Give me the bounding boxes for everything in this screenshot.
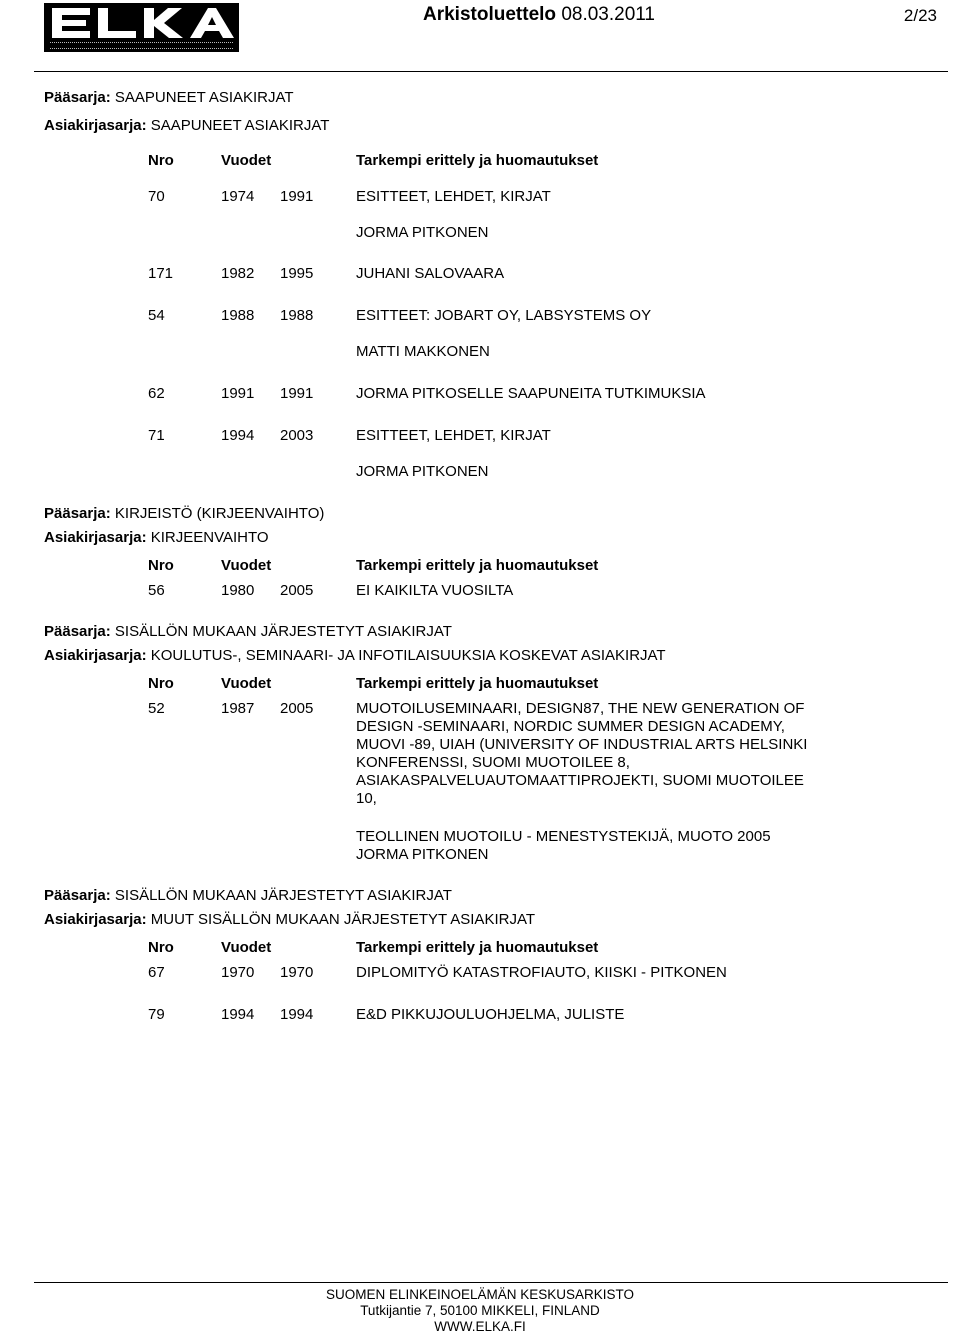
row-note: JORMA PITKONEN (356, 224, 489, 241)
row-nro: 79 (148, 1006, 165, 1023)
row-year-to: 1994 (280, 1006, 314, 1023)
row-year-to: 1991 (280, 385, 314, 402)
row-year-to: 1991 (280, 188, 314, 205)
row-description: ESITTEET: JOBART OY, LABSYSTEMS OY (356, 307, 652, 324)
row-description: MUOTOILUSEMINAARI, DESIGN87, THE NEW GENERATION OF DESIGN -SEMINAARI, NORDIC SUMMER DESIGN ACADEMY, MUOVI -89, UIAH (UNIVERSITY OF INDUSTRIAL ARTS HELSINKI KONFERENSSI, SUOMI MUOTOILEE 8, ASIAKASPALVELUAUTOMAATTIPROJEKTI, SUOMI MUOTOILEE 10, (356, 700, 808, 807)
asiakirjasarja-line (44, 529, 269, 546)
row-year-to: 1995 (280, 265, 314, 282)
row-description: ESITTEET, LEHDET, KIRJAT (356, 427, 551, 444)
paasarja-value: SAAPUNEET ASIAKIRJAT (114, 89, 294, 106)
elka-logo-mark (44, 3, 239, 43)
paasarja-label: Pääsarja: (44, 89, 111, 106)
asiakirjasarja-line (44, 117, 329, 134)
paasarja-label: Pääsarja: (44, 505, 111, 522)
document-date: 08.03.2011 (561, 4, 655, 25)
row-nro: 52 (148, 700, 165, 717)
page-number: 2/23 (903, 6, 937, 25)
title-text: Arkistoluettelo (423, 4, 557, 25)
row-description: ESITTEET, LEHDET, KIRJAT (356, 188, 551, 205)
footer-web-link[interactable]: WWW.ELKA.FI (434, 1319, 526, 1334)
asiakirjasarja-line (44, 647, 666, 664)
asiakirjasarja-label: Asiakirjasarja: (44, 911, 147, 928)
col-header-details: Tarkempi erittely ja huomautukset (356, 152, 599, 169)
footer-org: SUOMEN ELINKEINOELÄMÄN KESKUSARKISTO (325, 1287, 635, 1302)
paasarja-value: SISÄLLÖN MUKAAN JÄRJESTETYT ASIAKIRJAT (114, 887, 452, 904)
footer-address: Tutkijantie 7, 50100 MIKKELI, FINLAND (360, 1303, 600, 1318)
header-rule (34, 71, 948, 72)
row-nro: 70 (148, 188, 165, 205)
row-nro: 54 (148, 307, 165, 324)
col-header-details: Tarkempi erittely ja huomautukset (356, 939, 599, 956)
col-header-nro: Nro (148, 152, 174, 169)
col-header-vuodet: Vuodet (221, 557, 272, 574)
paasarja-label: Pääsarja: (44, 623, 111, 640)
row-year-from: 1987 (221, 700, 255, 717)
row-nro: 56 (148, 582, 165, 599)
col-header-vuodet: Vuodet (221, 939, 272, 956)
asiakirjasarja-value: KOULUTUS-, SEMINAARI- JA INFOTILAISUUKSIA KOSKEVAT ASIAKIRJAT (150, 647, 666, 664)
asiakirjasarja-line (44, 911, 535, 928)
row-year-to: 2003 (280, 427, 314, 444)
row-year-from: 1980 (221, 582, 255, 599)
asiakirjasarja-value: MUUT SISÄLLÖN MUKAAN JÄRJESTETYT ASIAKIRJAT (150, 911, 536, 928)
col-header-nro: Nro (148, 939, 174, 956)
asiakirjasarja-value: SAAPUNEET ASIAKIRJAT (150, 117, 330, 134)
row-year-from: 1982 (221, 265, 255, 282)
col-header-details: Tarkempi erittely ja huomautukset (356, 557, 599, 574)
paasarja-line (44, 505, 324, 522)
row-description: JUHANI SALOVAARA (356, 265, 505, 282)
paasarja-label: Pääsarja: (44, 887, 111, 904)
row-description: DIPLOMITYÖ KATASTROFIAUTO, KIISKI - PITKONEN (356, 964, 727, 981)
row-year-from: 1974 (221, 188, 255, 205)
row-extra-description: TEOLLINEN MUOTOILU - MENESTYSTEKIJÄ, MUOTO 2005 (356, 828, 771, 845)
row-description: JORMA PITKOSELLE SAAPUNEITA TUTKIMUKSIA (356, 385, 706, 402)
row-year-to: 1970 (280, 964, 314, 981)
paasarja-line (44, 887, 452, 904)
row-note: JORMA PITKONEN (356, 463, 489, 480)
paasarja-line (44, 89, 294, 106)
paasarja-line (44, 623, 452, 640)
col-header-vuodet: Vuodet (221, 152, 272, 169)
row-note: JORMA PITKONEN (356, 846, 489, 863)
row-nro: 171 (148, 265, 174, 282)
asiakirjasarja-label: Asiakirjasarja: (44, 117, 147, 134)
asiakirjasarja-label: Asiakirjasarja: (44, 647, 147, 664)
footer-rule (34, 1282, 948, 1283)
paasarja-value: KIRJEISTÖ (KIRJEENVAIHTO) (114, 505, 325, 522)
row-year-from: 1988 (221, 307, 255, 324)
row-year-from: 1994 (221, 427, 255, 444)
logo-tagline-strip (50, 42, 233, 49)
row-year-to: 2005 (280, 700, 314, 717)
row-nro: 67 (148, 964, 165, 981)
row-year-to: 1988 (280, 307, 314, 324)
row-description: E&D PIKKUJOULUOHJELMA, JULISTE (356, 1006, 625, 1023)
row-year-to: 2005 (280, 582, 314, 599)
paasarja-value: SISÄLLÖN MUKAAN JÄRJESTETYT ASIAKIRJAT (114, 623, 452, 640)
col-header-details: Tarkempi erittely ja huomautukset (356, 675, 599, 692)
document-title (423, 4, 655, 26)
row-nro: 62 (148, 385, 165, 402)
elka-logo (44, 3, 239, 52)
col-header-nro: Nro (148, 557, 174, 574)
row-year-from: 1994 (221, 1006, 255, 1023)
col-header-vuodet: Vuodet (221, 675, 272, 692)
row-description: EI KAIKILTA VUOSILTA (356, 582, 514, 599)
row-year-from: 1991 (221, 385, 255, 402)
asiakirjasarja-value: KIRJEENVAIHTO (150, 529, 269, 546)
row-year-from: 1970 (221, 964, 255, 981)
col-header-nro: Nro (148, 675, 174, 692)
row-note: MATTI MAKKONEN (356, 343, 490, 360)
asiakirjasarja-label: Asiakirjasarja: (44, 529, 147, 546)
row-nro: 71 (148, 427, 165, 444)
